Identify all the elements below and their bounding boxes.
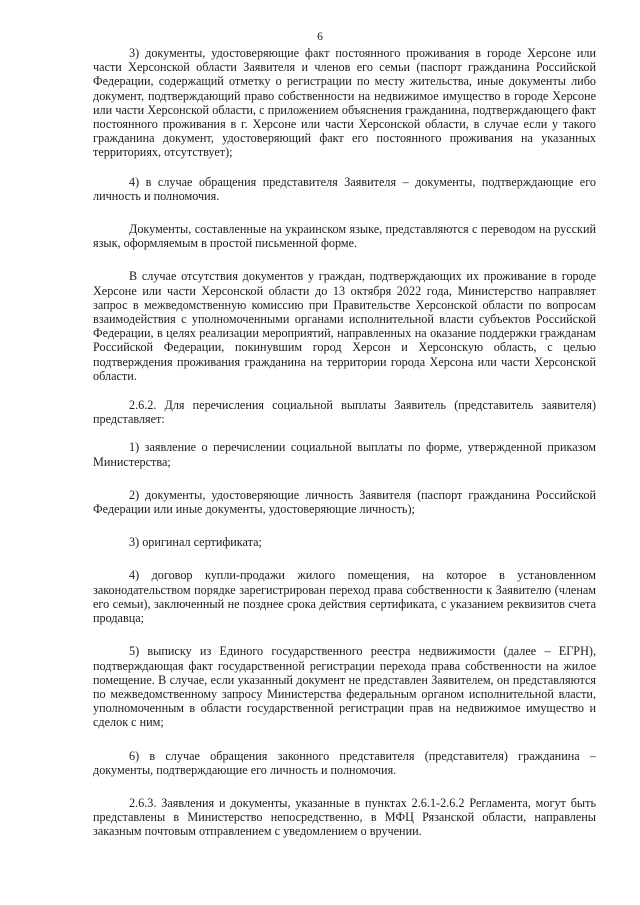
paragraph-ukrainian-translation: Документы, составленные на украинском языке, представляются с переводом на русский язык, оформляемым в простой письменной форме.: [93, 222, 596, 251]
paragraph-identity-documents: 2) документы, удостоверяющие личность Заявителя (паспорт гражданина Российской Федерации или иные документы, удостоверяющие личность);: [93, 487, 596, 517]
paragraph-section-2-6-3: 2.6.3. Заявления и документы, указанные в пунктах 2.6.1-2.6.2 Регламента, могут быть представлены в Министерство непосредственно, в МФЦ Рязанской области, направлены заказным почтовым отправлением с уведомлением о вручении.: [93, 795, 596, 839]
paragraph-egrn-extract: 5) выписку из Единого государственного реестра недвижимости (далее – ЕГРН), подтверждающая факт государственной регистрации перехода права собственности на жилое помещение. В случае, если указанный документ не представлен Заявителем, он представляются по межведомственному запросу Министерства федеральным органом исполнительной власти, уполномоченным в области государственной регистрации прав на недвижимое имущество и сделок с ним;: [93, 644, 596, 730]
paragraph-payment-application: 1) заявление о перечислении социальной выплаты по форме, утвержденной приказом Министерства;: [93, 440, 596, 469]
paragraph-sale-contract: 4) договор купли-продажи жилого помещения, на которое в установленном законодательством порядке зарегистрирован переход права собственности к Заявителю (членам его семьи), заключенный не позднее срока действия сертификата, с указанием реквизитов счета продавца;: [93, 568, 596, 626]
paragraph-certificate-original: 3) оригинал сертификата;: [129, 535, 262, 550]
document-body: [93, 46, 596, 858]
paragraph-interagency-request: В случае отсутствия документов у граждан, подтверждающих их проживание в городе Херсоне или части Херсонской области до 13 октября 2022 года, Министерство направляет запрос в межведомственную комиссию при Правительстве Херсонской области по вопросам взаимодействия с уполномоченными органами исполнительной власти субъектов Российской Федерации, в целях реализации мероприятий, направленных на оказание поддержки гражданам Российской Федерации, покинувшим город Херсон и Херсонскую область, с целью подтверждения проживания гражданина на территории города Херсона или части Херсонской области.: [93, 269, 596, 383]
page-number: 6: [317, 31, 323, 43]
paragraph-representative-documents: 4) в случае обращения представителя Заявителя – документы, подтверждающие его личность и полномочия.: [93, 174, 596, 203]
paragraph-legal-representative: 6) в случае обращения законного представителя (представителя) гражданина – документы, подтверждающие его личность и полномочия.: [93, 748, 596, 777]
paragraph-residence-documents: 3) документы, удостоверяющие факт постоянного проживания в городе Херсоне или части Херсонской области Заявителя и членов его семьи (паспорт гражданина Российской Федерации, содержащий отметку о регистрации по месту жительства, иные документы либо документ, подтверждающий право собственности на недвижимое имущество в городе Херсоне или части Херсонской области, с приложением объяснения гражданина, подтверждающего факт постоянного проживания в г. Херсоне или части Херсонской области, в случае если у такого гражданина документ, удостоверяющий факт его постоянного проживания на указанных территориях, отсутствует);: [93, 46, 596, 160]
paragraph-section-2-6-2: 2.6.2. Для перечисления социальной выплаты Заявитель (представитель заявителя) представляет:: [93, 398, 596, 427]
